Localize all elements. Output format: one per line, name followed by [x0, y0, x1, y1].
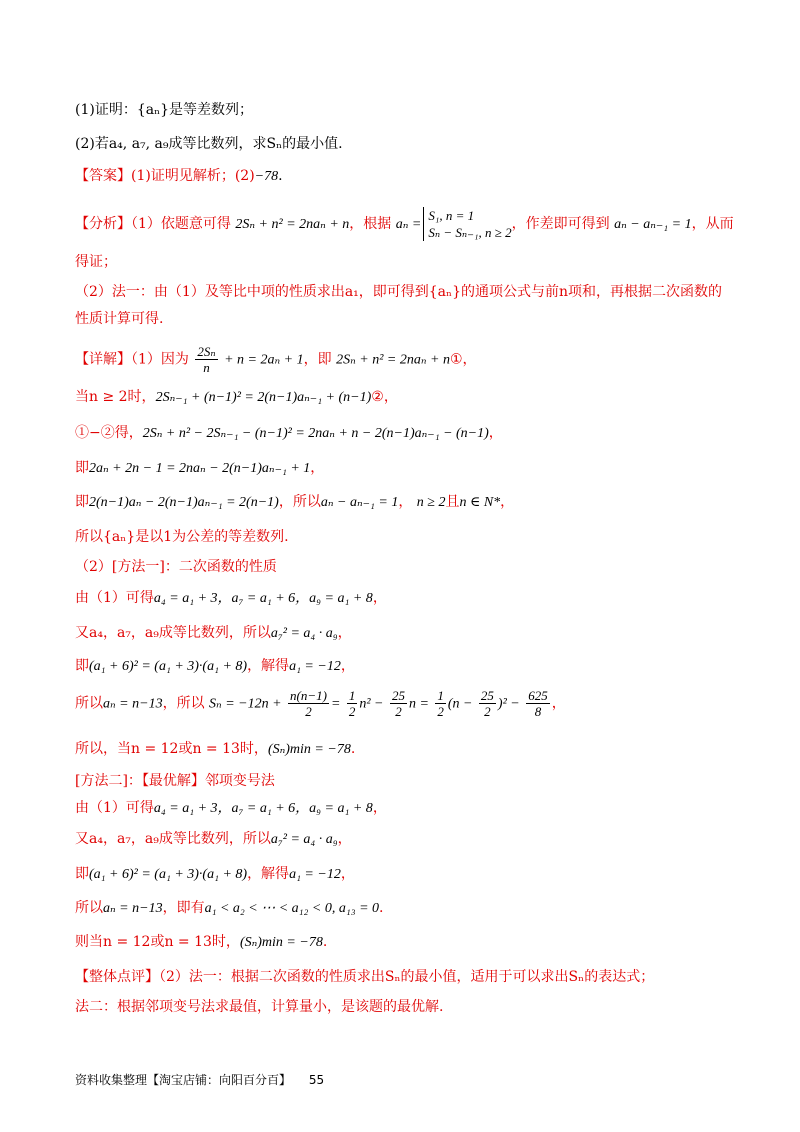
method-2-line-1: 由（1）可得a₄ = a₁ + 3，a₇ = a₁ + 6，a₉ = a₁ + 8， — [75, 800, 387, 816]
detail-line-4: 即2aₙ + 2n − 1 = 2naₙ − 2(n−1)aₙ₋₁ + 1， — [75, 460, 325, 476]
detail-line-6: 所以{aₙ}是以1为公差的等差数列. — [75, 529, 289, 545]
analysis-line-1: 【分析】（1）依题意可得 2Sₙ + n² = 2naₙ + n，根据 aₙ = S₁, n = 1 Sₙ − Sₙ₋₁, n ≥ 2 ，作差即可得到 aₙ − aₙ₋₁ = 1，从而 — [75, 208, 734, 240]
analysis-line-2: 得证； — [75, 254, 117, 270]
method-2-line-3: 即(a₁ + 6)² = (a₁ + 3)·(a₁ + 8)，解得a₁ = −12， — [75, 866, 355, 882]
page-number: 55 — [308, 1073, 325, 1087]
detail-tag: 【详解】 — [75, 351, 131, 368]
answer-tag: 【答案】 — [75, 168, 131, 184]
method-1-heading: （2）[方法一]：二次函数的性质 — [75, 559, 277, 575]
problem-part-1: (1)证明：{aₙ}是等差数列； — [75, 102, 254, 118]
analysis-line-4: 性质计算可得. — [75, 311, 164, 327]
method-1-line-2: 又a₄，a₇，a₉成等比数列，所以a₇² = a₄ · a₉， — [75, 625, 352, 641]
detail-line-5: 即2(n−1)aₙ − 2(n−1)aₙ₋₁ = 2(n−1)，所以aₙ − aₙ₋₁ = 1， n ≥ 2且n ∈ N*， — [75, 494, 515, 510]
comment-line-2: 法二：根据邻项变号法求最值，计算量小，是该题的最优解. — [75, 999, 444, 1015]
method-2-line-5: 则当n = 12或n = 13时，(Sₙ)min = −78. — [75, 934, 328, 950]
comment-tag: 【整体点评】 — [75, 969, 159, 985]
method-1-line-5: 所以，当n = 12或n = 13时，(Sₙ)min = −78. — [75, 741, 356, 757]
piecewise-brace: S₁, n = 1 Sₙ − Sₙ₋₁, n ≥ 2 — [423, 207, 511, 241]
method-2-heading: [方法二]：【最优解】邻项变号法 — [75, 773, 275, 789]
method-1-line-1: 由（1）可得a₄ = a₁ + 3，a₇ = a₁ + 6，a₉ = a₁ + 8， — [75, 590, 387, 606]
answer-line: 【答案】(1)证明见解析；(2)−78. — [75, 168, 283, 184]
page-footer — [75, 1071, 324, 1088]
analysis-line-3: （2）法一：由（1）及等比中项的性质求出a₁，即可得到{aₙ}的通项公式与前n项和，再根据二次函数的 — [75, 284, 723, 300]
detail-line-2: 当n ≥ 2时，2Sₙ₋₁ + (n−1)² = 2(n−1)aₙ₋₁ + (n−1)②， — [75, 389, 398, 405]
analysis-tag: 【分析】 — [75, 216, 131, 232]
method-1-line-3: 即(a₁ + 6)² = (a₁ + 3)·(a₁ + 8)，解得a₁ = −12， — [75, 658, 355, 674]
method-2-line-2: 又a₄，a₇，a₉成等比数列，所以a₇² = a₄ · a₉， — [75, 831, 352, 847]
best-solution-tag: 【最优解】 — [141, 773, 205, 789]
problem-part-2: (2)若a₄, a₇, a₉成等比数列，求Sₙ的最小值. — [75, 136, 343, 152]
detail-line-3: ①−②得，2Sₙ + n² − 2Sₙ₋₁ − (n−1)² = 2naₙ + n − 2(n−1)aₙ₋₁ − (n−1)， — [75, 425, 503, 441]
method-1-line-4: 所以aₙ = n−13，所以 Sₙ = −12n + $\frac{n(n-1)}{2}$ = $\frac{1}{2}$ n² − $\frac{25}{2}$ n = $\frac{1}{2}$ (n − $\frac{25}{2}$ )² − $\frac{625}{8}$ ， — [75, 688, 566, 719]
detail-line-1: 【详解】（1）因为 $\frac{\text{2Sₙ}}{n}$ + n = 2aₙ + 1，即 2Sₙ + n² = 2naₙ + n①， — [75, 344, 477, 375]
method-2-line-4: 所以aₙ = n−13，即有a₁ < a₂ < ⋯ < a₁₂ < 0, a₁₃ = 0. — [75, 900, 384, 916]
comment-line-1: 【整体点评】（2）法一：根据二次函数的性质求出Sₙ的最小值，适用于可以求出Sₙ的表达式； — [75, 969, 655, 985]
footer-source: 资料收集整理【淘宝店铺：向阳百分百】 — [75, 1073, 292, 1087]
